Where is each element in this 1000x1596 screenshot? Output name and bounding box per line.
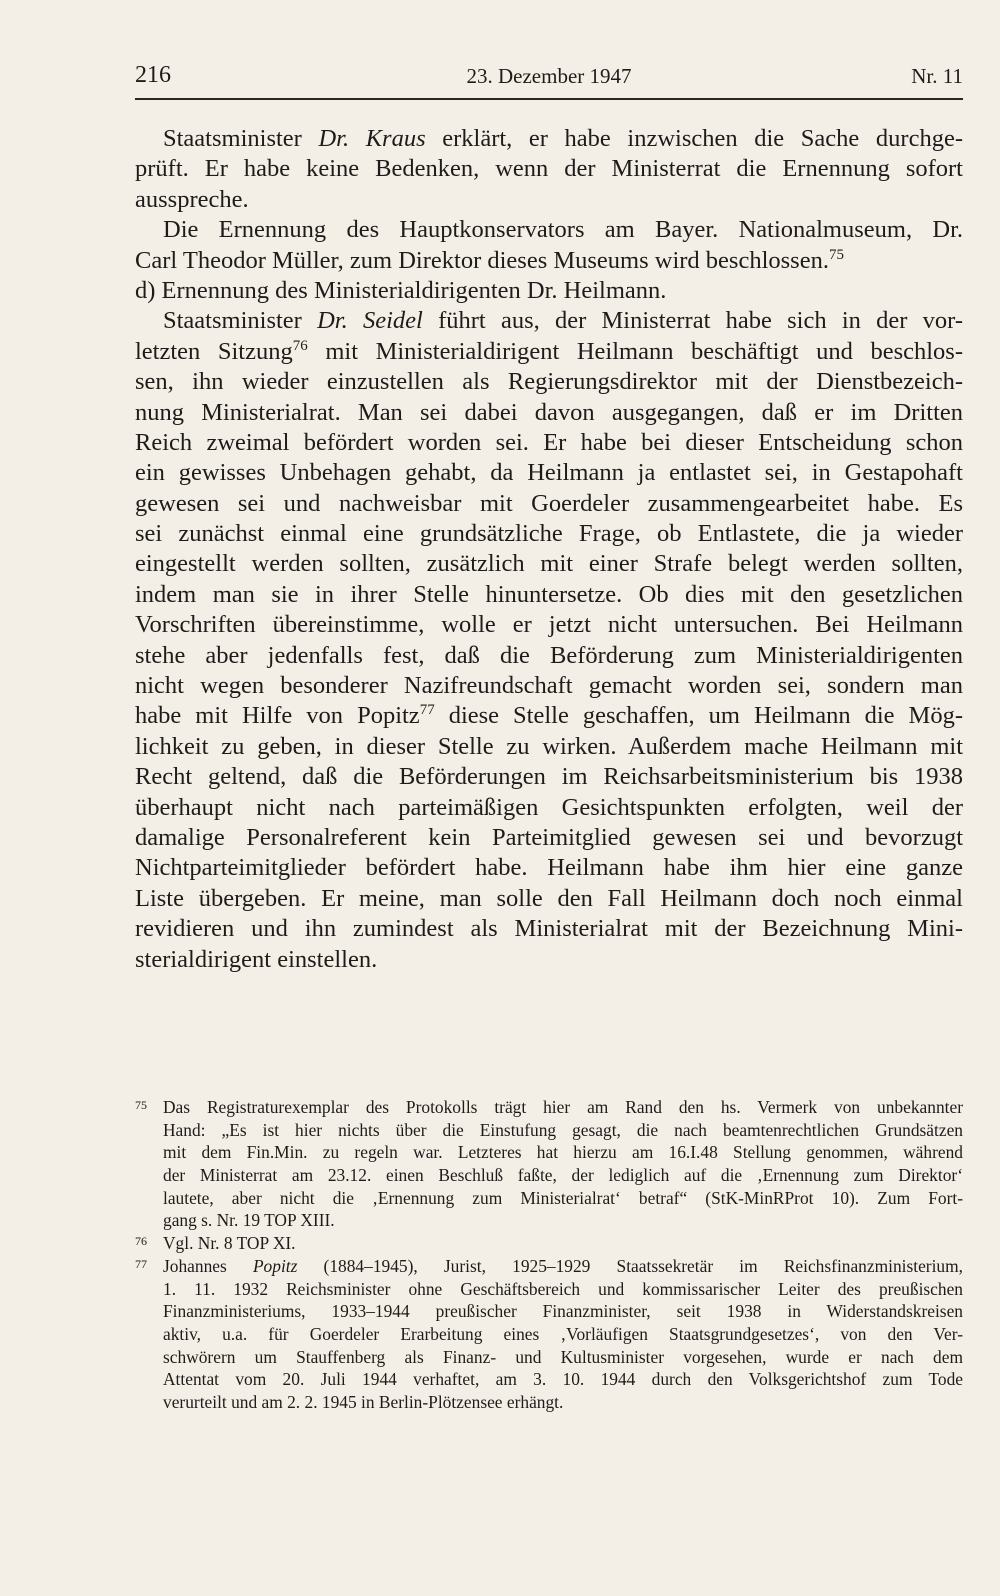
- footnote-line: Finanzministeriums, 1933–1944 preußischer Finanzminister, seit 1938 in Widerstandskreisen: [163, 1301, 963, 1322]
- text-line: damalige Personalreferent kein Parteimitglied gewesen sei und bevorzugt: [135, 823, 963, 851]
- text-line: prüft. Er habe keine Bedenken, wenn der Ministerrat die Ernennung sofort: [135, 155, 963, 183]
- text-line: gewesen sei und nachweisbar mit Goerdeler zusammengearbeitet habe. Es: [135, 489, 963, 517]
- footnote-75: [135, 1096, 963, 1232]
- footnote-line: lautete, aber nicht die ‚Ernennung zum Ministerialrat‘ betraf“ (StK-MinRProt 10). Zum Fort-: [163, 1187, 963, 1208]
- footnote-ref-77[interactable]: 77: [419, 702, 435, 719]
- footnote-line: der Ministerrat am 23.12. einen Beschluß faßte, der lediglich auf die ‚Ernennung zum Direktor‘: [163, 1165, 963, 1186]
- speaker-name: Dr. Kraus: [318, 125, 426, 152]
- text-line: Nichtparteimitglieder befördert habe. Heilmann habe ihm hier eine ganze: [135, 854, 963, 882]
- text-line: Die Ernennung des Hauptkonservators am Bayer. Nationalmuseum, Dr.: [163, 216, 963, 244]
- footnote-ref-76[interactable]: 76: [292, 337, 308, 354]
- text-line: Reich zweimal befördert worden sei. Er habe bei dieser Entscheidung schon: [135, 428, 963, 456]
- footnote-line: Das Registraturexemplar des Protokolls trägt hier am Rand den hs. Vermerk von unbekannter: [163, 1097, 963, 1117]
- footnote-line: mit dem Fin.Min. zu regeln war. Letzteres hat hierzu am 16.I.48 Stellung genommen, während: [163, 1142, 963, 1163]
- running-head: [135, 62, 963, 98]
- text-line: revidieren und ihn zumindest als Ministerialrat mit der Bezeichnung Mini-: [135, 915, 963, 943]
- text-line: sei zunächst einmal eine grundsätzliche Frage, ob Entlastete, die ja wieder: [135, 520, 963, 548]
- agenda-item-heading: d) Ernennung des Ministerialdirigenten Dr. Heilmann.: [135, 276, 667, 304]
- text-line: Recht geltend, daß die Beförderungen im Reichsarbeitsministerium bis 1938: [135, 763, 963, 791]
- footnote-line: schwörern um Stauffenberg als Finanz- und Kultusminister vorgesehen, wurde er nach dem: [163, 1346, 963, 1367]
- text-line: ein gewisses Unbehagen gehabt, da Heilmann ja entlastet sei, in Gestapohaft: [135, 459, 963, 487]
- speaker-name: Dr. Seidel: [317, 307, 423, 335]
- text-line: sen, ihn wieder einzustellen als Regierungsdirektor mit der Dienstbezeich-: [135, 368, 963, 396]
- text-line: Staatsminister Dr. Seidel führt aus, der Ministerrat habe sich in der vor-: [163, 307, 963, 335]
- text-line: sterialdirigent einstellen.: [135, 945, 378, 973]
- footnote-line: Vgl. Nr. 8 TOP XI.: [163, 1233, 296, 1254]
- footnote-line: aktiv, u.a. für Goerdeler Erarbeitung eines ‚Vorläufigen Staatsgrundgesetzes‘, von den Ver-: [163, 1323, 963, 1344]
- footnote-line: gang s. Nr. 19 TOP XIII.: [163, 1210, 335, 1231]
- footnote-line: Hand: „Es ist hier nichts über die Einstufung gesagt, die nach beamtenrechtlichen Grundsätzen: [163, 1119, 963, 1140]
- text-line: nung Ministerialrat. Man sei dabei davon ausgegangen, daß er im Dritten: [135, 398, 963, 426]
- footnote-line: Attentat vom 20. Juli 1944 verhaftet, am 3. 10. 1944 durch den Volksgerichtshof zum Tode: [163, 1369, 963, 1390]
- text-line: Carl Theodor Müller, zum Direktor dieses Museums wird beschlossen.$^{75}$: [135, 246, 844, 274]
- footnote-76: [135, 1232, 963, 1255]
- footnote-marker: 75: [135, 1098, 147, 1112]
- running-head-date: 23. Dezember 1947: [466, 64, 632, 88]
- text-line: Liste übergeben. Er meine, man solle den Fall Heilmann doch noch einmal: [135, 884, 963, 912]
- text-line: habe mit Hilfe von Popitz$^{77}$ diese Stelle geschaffen, um Heilmann die Mög-: [135, 702, 963, 730]
- text-line: eingestellt werden sollten, zusätzlich mit einer Strafe belegt werden sollten,: [135, 550, 963, 578]
- footnotes: [135, 1096, 963, 1414]
- text-line: stehe aber jedenfalls fest, daß die Beförderung zum Ministerialdirigenten: [135, 641, 963, 669]
- text-line: Vorschriften übereinstimme, wolle er jetzt nicht untersuchen. Bei Heilmann: [135, 611, 963, 639]
- header-rule: [135, 98, 963, 100]
- document-number: Nr. 11: [911, 64, 963, 88]
- main-text: [135, 124, 963, 975]
- person-name: Popitz: [252, 1255, 298, 1276]
- text-line: lichkeit zu geben, in dieser Stelle zu wirken. Außerdem mache Heilmann mit: [135, 732, 963, 760]
- text-line: indem man sie in ihrer Stelle hinuntersetze. Ob dies mit den gesetzlichen: [135, 580, 963, 608]
- text-line: überhaupt nicht nach parteimäßigen Gesichtspunkten erfolgten, weil der: [135, 793, 963, 821]
- footnote-marker: 76: [135, 1234, 147, 1249]
- footnote-ref-75[interactable]: 75: [828, 246, 844, 263]
- text-line: ausspreche.: [135, 185, 249, 213]
- footnote-line: Johannes Popitz (1884–1945), Jurist, 1925–1929 Staatssekretär im Reichsfinanzministerium,: [163, 1255, 963, 1276]
- text-line: letzten Sitzung$^{76}$ mit Ministerialdirigent Heilmann beschäftigt und beschlos-: [135, 337, 963, 365]
- footnote-77: [135, 1255, 963, 1414]
- text-line: Staatsminister Dr. Kraus erklärt, er habe inzwischen die Sache durchge-: [163, 125, 963, 152]
- footnote-marker: 77: [135, 1256, 147, 1271]
- page-number: 216: [135, 62, 171, 88]
- text-line: nicht wegen besonderer Nazifreundschaft gemacht worden sei, sondern man: [135, 672, 963, 700]
- footnote-line: 1. 11. 1932 Reichsminister ohne Geschäftsbereich und kommissarischer Leiter des preußischen: [163, 1278, 963, 1299]
- footnote-line: verurteilt und am 2. 2. 1945 in Berlin-Plötzensee erhängt.: [163, 1391, 564, 1412]
